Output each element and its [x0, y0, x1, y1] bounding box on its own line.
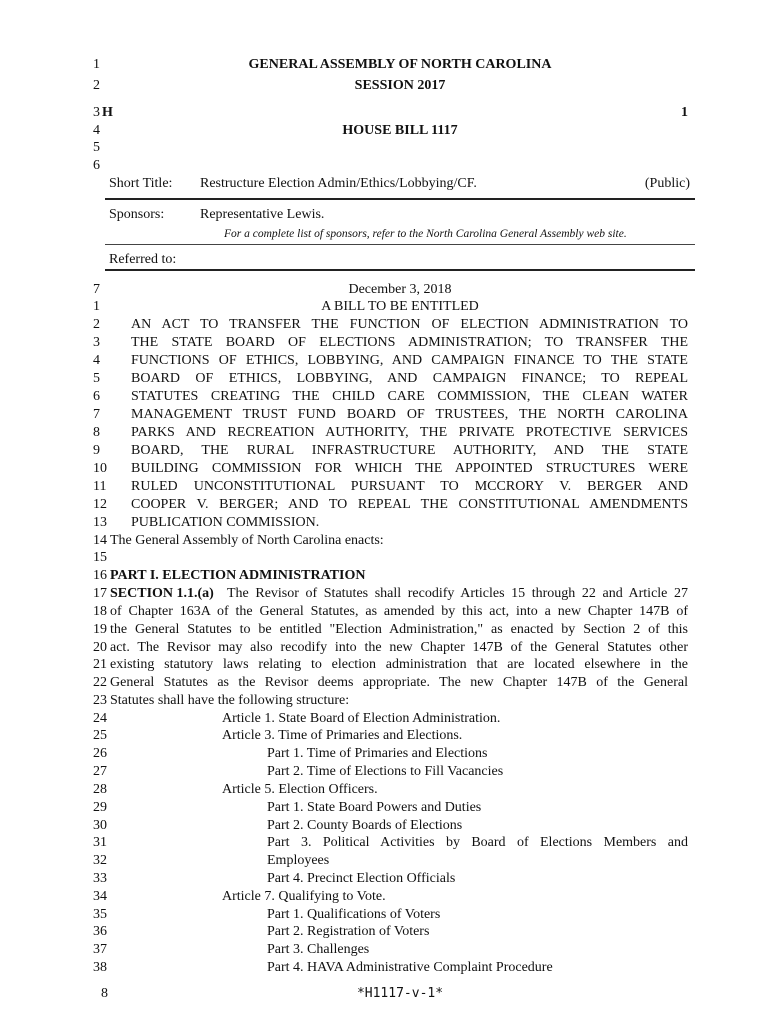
act-title-line: BUILDING COMMISSION FOR WHICH THE APPOINTED STRUCTURES WERE: [131, 461, 688, 476]
act-title-line: STATUTES CREATING THE CHILD CARE COMMISSION, THE CLEAN WATER: [131, 389, 688, 404]
act-title-line: BOARD, THE RURAL INFRASTRUCTURE AUTHORITY, AND THE STATE: [131, 443, 688, 458]
chamber-letter: H: [102, 105, 113, 120]
line-number: 5: [93, 140, 100, 155]
part-heading: PART I. ELECTION ADMINISTRATION: [110, 568, 366, 583]
line-number: 26: [93, 746, 107, 761]
part-item: Part 1. Time of Primaries and Elections: [267, 746, 488, 761]
short-title-value: Restructure Election Admin/Ethics/Lobbying/CF.: [200, 176, 477, 191]
article-item: Article 3. Time of Primaries and Elections.: [222, 728, 463, 743]
enacting-clause: The General Assembly of North Carolina enacts:: [110, 533, 384, 548]
line-number: 37: [93, 942, 107, 957]
line-number: 15: [93, 550, 107, 565]
line-number: 20: [93, 640, 107, 655]
line-number: 5: [93, 371, 100, 386]
line-number: 35: [93, 907, 107, 922]
section-text-line: the General Statutes to be entitled "Election Administration," as enacted by Section 2 of this: [110, 622, 688, 637]
part-item: Part 1. State Board Powers and Duties: [267, 800, 482, 815]
line-number: 30: [93, 818, 107, 833]
bill-title: HOUSE BILL 1117: [342, 123, 458, 138]
line-number: 32: [93, 853, 107, 868]
section-text-line: General Statutes as the Revisor deems appropriate. The new Chapter 147B of the General: [110, 675, 688, 690]
line-number: 25: [93, 728, 107, 743]
referred-label: Referred to:: [109, 252, 177, 267]
line-number: 4: [93, 353, 100, 368]
section-text-line: act. The Revisor may also recodify into the new Chapter 147B of the General Statutes other: [110, 640, 688, 655]
act-title-line: THE STATE BOARD OF ELECTIONS ADMINISTRATION; TO TRANSFER THE: [131, 335, 688, 350]
part-item: Part 3. Political Activities by Board of Elections Members and: [267, 835, 688, 850]
line-number: 36: [93, 924, 107, 939]
line-number: 23: [93, 693, 107, 708]
line-number: 7: [93, 282, 100, 297]
bill-heading: A BILL TO BE ENTITLED: [321, 299, 479, 314]
act-title-line: RULED UNCONSTITUTIONAL PURSUANT TO MCCRORY V. BERGER AND: [131, 479, 688, 494]
line-number: 1: [93, 299, 100, 314]
line-number: 2: [93, 317, 100, 332]
session-title: SESSION 2017: [354, 78, 446, 93]
line-number: 31: [93, 835, 107, 850]
section-text-line: Statutes shall have the following structure:: [110, 693, 350, 708]
line-number: 19: [93, 622, 107, 637]
line-number: 8: [93, 425, 100, 440]
divider: [105, 244, 695, 245]
part-item: Employees: [267, 853, 330, 868]
act-title-line: PUBLICATION COMMISSION.: [131, 515, 320, 530]
assembly-title: GENERAL ASSEMBLY OF NORTH CAROLINA: [248, 57, 552, 72]
line-number: 1: [93, 57, 100, 72]
line-number: 7: [93, 407, 100, 422]
section-text-line: The Revisor of Statutes shall recodify Articles 15 through 22 and Article 27: [227, 586, 688, 601]
part-item: Part 4. Precinct Election Officials: [267, 871, 456, 886]
part-item: Part 4. HAVA Administrative Complaint Procedure: [267, 960, 553, 975]
part-item: Part 1. Qualifications of Voters: [267, 907, 441, 922]
part-item: Part 2. Time of Elections to Fill Vacancies: [267, 764, 504, 779]
line-number: 27: [93, 764, 107, 779]
line-number: 13: [93, 515, 107, 530]
version-number: 1: [681, 105, 688, 120]
divider: [105, 269, 695, 271]
line-number: 34: [93, 889, 107, 904]
line-number: 4: [93, 123, 100, 138]
document-code: *H1117-v-1*: [356, 986, 444, 1001]
article-item: Article 7. Qualifying to Vote.: [222, 889, 386, 904]
page-number: 8: [101, 986, 108, 1001]
part-item: Part 2. Registration of Voters: [267, 924, 430, 939]
line-number: 11: [93, 479, 107, 494]
sponsors-label: Sponsors:: [109, 207, 165, 222]
sponsors-value: Representative Lewis.: [200, 207, 325, 222]
article-item: Article 1. State Board of Election Administration.: [222, 711, 501, 726]
section-text-line: of Chapter 163A of the General Statutes, as amended by this act, into a new Chapter 147B of: [110, 604, 688, 619]
act-title-line: MANAGEMENT TRUST FUND BOARD OF TRUSTEES, THE NORTH CAROLINA: [131, 407, 688, 422]
public-label: (Public): [644, 176, 690, 191]
act-title-line: FUNCTIONS OF ETHICS, LOBBYING, AND CAMPAIGN FINANCE TO THE STATE: [131, 353, 688, 368]
line-number: 16: [93, 568, 107, 583]
section-text-line: existing statutory laws relating to election administration that are located elsewhere in the: [110, 657, 688, 672]
line-number: 12: [93, 497, 107, 512]
line-number: 6: [93, 158, 100, 173]
act-title-line: BOARD OF ETHICS, LOBBYING, AND CAMPAIGN FINANCE; TO REPEAL: [131, 371, 688, 386]
bill-date: December 3, 2018: [348, 282, 452, 297]
line-number: 24: [93, 711, 107, 726]
short-title-label: Short Title:: [109, 176, 173, 191]
line-number: 3: [93, 335, 100, 350]
line-number: 29: [93, 800, 107, 815]
article-item: Article 5. Election Officers.: [222, 782, 378, 797]
line-number: 17: [93, 586, 107, 601]
line-number: 3: [93, 105, 100, 120]
sponsors-note: For a complete list of sponsors, refer to the North Carolina General Assembly web site.: [224, 228, 627, 240]
act-title-line: PARKS AND RECREATION AUTHORITY, THE PRIVATE PROTECTIVE SERVICES: [131, 425, 688, 440]
line-number: 38: [93, 960, 107, 975]
act-title-line: COOPER V. BERGER; AND TO REPEAL THE CONSTITUTIONAL AMENDMENTS: [131, 497, 688, 512]
line-number: 6: [93, 389, 100, 404]
line-number: 18: [93, 604, 107, 619]
divider: [105, 198, 695, 200]
line-number: 2: [93, 78, 100, 93]
line-number: 21: [93, 657, 107, 672]
part-item: Part 3. Challenges: [267, 942, 370, 957]
line-number: 33: [93, 871, 107, 886]
line-number: 9: [93, 443, 100, 458]
act-title-line: AN ACT TO TRANSFER THE FUNCTION OF ELECTION ADMINISTRATION TO: [131, 317, 688, 332]
line-number: 28: [93, 782, 107, 797]
line-number: 10: [93, 461, 107, 476]
line-number: 14: [93, 533, 107, 548]
line-number: 22: [93, 675, 107, 690]
part-item: Part 2. County Boards of Elections: [267, 818, 463, 833]
section-label: SECTION 1.1.(a): [110, 586, 214, 601]
